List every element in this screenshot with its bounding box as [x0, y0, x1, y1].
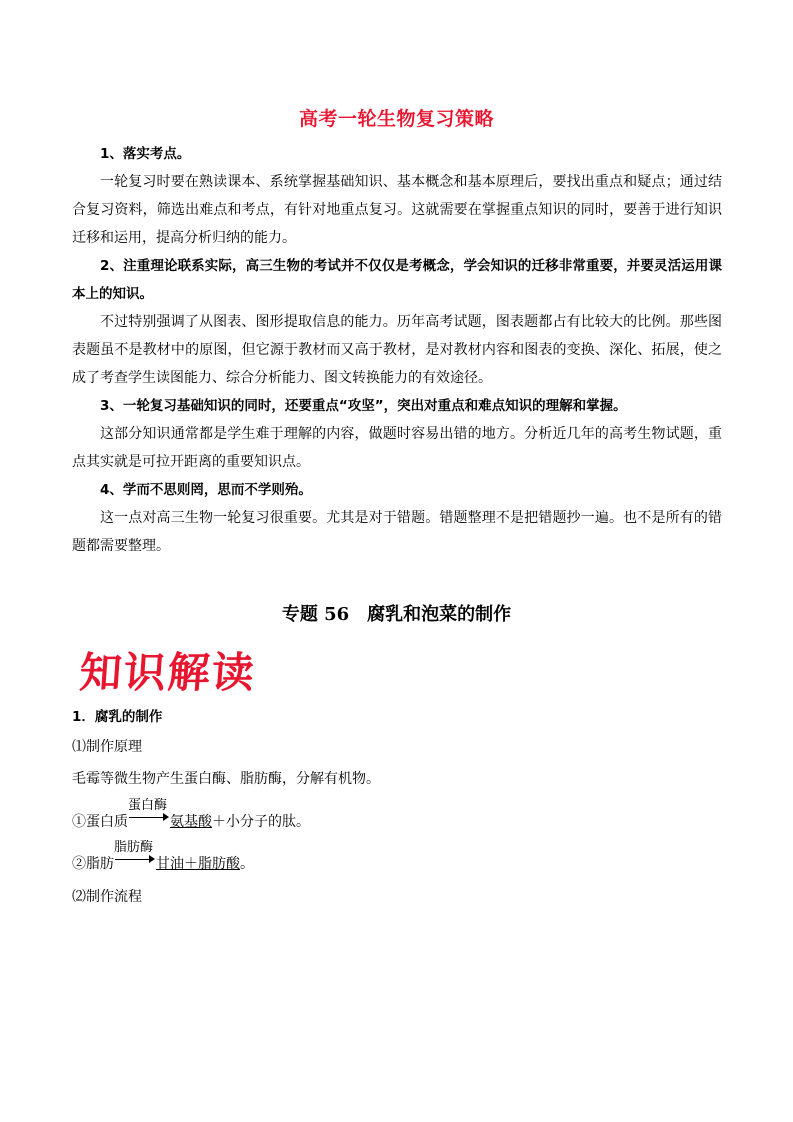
eq2-prefix: ②脂肪 — [72, 856, 114, 872]
eq1-suffix: ＋小分子的肽。 — [212, 814, 310, 830]
section-1-body: 一轮复习时要在熟读课本、系统掌握基础知识、基本概念和基本原理后，要找出重点和疑点；通过结合复习资料，筛选出难点和考点，有针对地重点复习。这就需要在掌握重点知识的同时，要善于进行知识迁移和运用，提高分析归纳的能力。 — [72, 174, 722, 246]
strategy-block — [72, 140, 722, 560]
eq1-enzyme: 蛋白酶 — [128, 798, 168, 813]
arrow-head-icon — [163, 813, 169, 821]
section-4-heading: 4、学而不思则罔，思而不学则殆。 — [100, 482, 312, 498]
eq2-product2: 脂肪酸 — [198, 856, 240, 872]
section-3-heading: 3、一轮复习基础知识的同时，还要重点“攻坚”，突出对重点和难点知识的理解和掌握。 — [100, 398, 627, 414]
reaction-arrow-1 — [128, 798, 169, 826]
part1-sub1: ⑴制作原理 — [72, 739, 142, 755]
document-title: 高考一轮生物复习策略 — [298, 108, 494, 130]
topic-number: 专题 56 — [281, 604, 350, 625]
topic-name: 腐乳和泡菜的制作 — [367, 604, 512, 625]
section-3-body: 这部分知识通常都是学生难于理解的内容，做题时容易出错的地方。分析近几年的高考生物试题，重点其实就是可拉开距离的重要知识点。 — [72, 426, 722, 470]
section-2-heading: 2、注重理论联系实际，高三生物的考试并不仅仅是考概念，学会知识的迁移非常重要，并要灵活运用课本上的知识。 — [72, 258, 722, 302]
part1-sub2: ⑵制作流程 — [72, 889, 142, 905]
part1-principle: 毛霉等微生物产生蛋白酶、脂肪酶，分解有机物。 — [72, 771, 380, 787]
eq1-product: 氨基酸 — [170, 814, 212, 830]
reaction-arrow-2 — [114, 840, 155, 868]
eq2-enzyme: 脂肪酶 — [114, 840, 154, 855]
eq2-product1: 甘油＋ — [156, 856, 198, 872]
topic-title — [0, 600, 793, 626]
equation-2 — [72, 840, 254, 873]
equation-1 — [72, 798, 310, 831]
eq2-suffix: 。 — [240, 856, 254, 872]
arrow-head-icon — [149, 855, 155, 863]
section-4-body: 这一点对高三生物一轮复习很重要。尤其是对于错题。错题整理不是把错题抄一遍。也不是所有的错题都需要整理。 — [72, 510, 722, 554]
section-1-heading: 1、落实考点。 — [100, 146, 191, 162]
part1-heading: 1．腐乳的制作 — [72, 709, 163, 725]
eq1-prefix: ①蛋白质 — [72, 814, 128, 830]
knowledge-stamp: 知识解读 — [78, 648, 258, 697]
section-2-body: 不过特别强调了从图表、图形提取信息的能力。历年高考试题，图表题都占有比较大的比例。那些图表题虽不是教材中的原图，但它源于教材而又高于教材，是对教材内容和图表的变换、深化、拓展，使之成了考查学生读图能力、综合分析能力、图文转换能力的有效途径。 — [72, 314, 722, 386]
